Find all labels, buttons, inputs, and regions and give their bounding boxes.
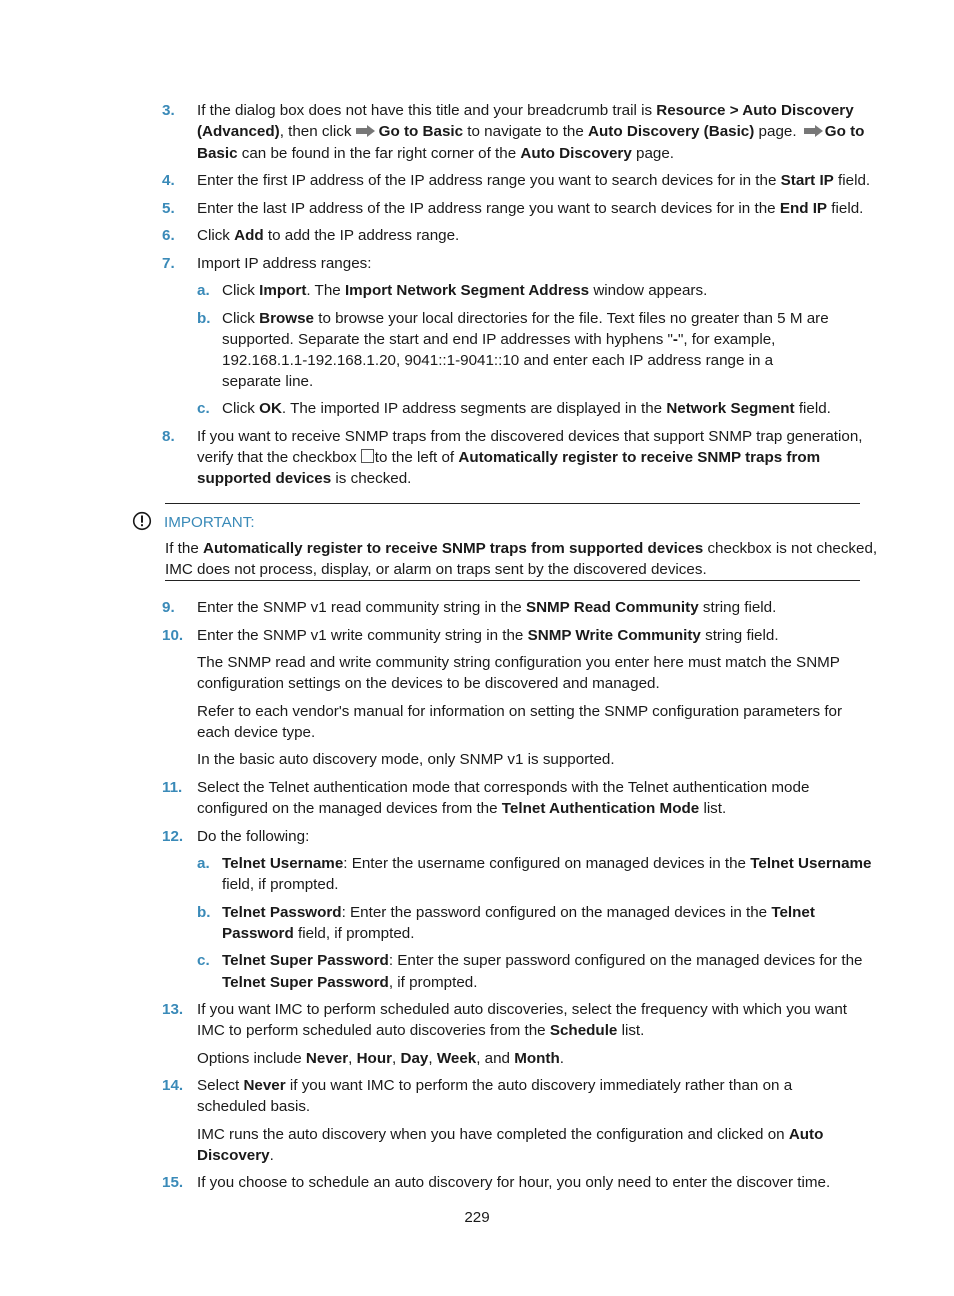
step-4 xyxy=(197,170,870,191)
field-name: Telnet Username xyxy=(750,855,872,872)
step-3-line-1 xyxy=(197,100,854,121)
substep-letter: c. xyxy=(197,952,210,969)
text: IMC runs the auto discovery when you have completed the configuration and clicked on xyxy=(197,1126,789,1143)
step-13-line-1: If you want IMC to perform scheduled auto discoveries, select the frequency with which you want xyxy=(197,1001,848,1018)
step-13-line-2 xyxy=(197,1020,644,1041)
text: string field. xyxy=(698,599,777,616)
button-name: Add xyxy=(234,227,264,244)
step-12b-line-2 xyxy=(222,923,414,944)
step-number: 13. xyxy=(162,1001,184,1018)
option-name: Week xyxy=(436,1050,477,1067)
step-number: 7. xyxy=(162,255,175,272)
step-7a xyxy=(222,280,707,301)
text: , xyxy=(428,1050,437,1067)
go-to-basic-link: Go to xyxy=(824,123,865,140)
text: Enter the first IP address of the IP address range you want to search devices for in the xyxy=(197,172,781,189)
step-14-para-line-1 xyxy=(197,1124,823,1145)
window-name: Import Network Segment Address xyxy=(344,282,590,299)
text: supported. Separate the start and end IP addresses with hyphens " xyxy=(222,331,673,348)
step-7b-line-4: separate line. xyxy=(222,373,314,390)
field-name: End IP xyxy=(779,200,828,217)
text: to the left of xyxy=(374,449,459,466)
text: Click xyxy=(222,310,260,327)
step-number: 9. xyxy=(162,599,175,616)
field-name: Telnet Password xyxy=(222,904,342,921)
step-15: If you choose to schedule an auto discovery for hour, you only need to enter the discover time. xyxy=(197,1174,831,1191)
text: checkbox is not checked, xyxy=(703,540,878,557)
text: field. xyxy=(833,172,871,189)
text: to navigate to the xyxy=(463,123,589,140)
page-number: 229 xyxy=(464,1209,490,1226)
arrow-right-icon xyxy=(356,125,375,137)
step-number: 12. xyxy=(162,828,184,845)
text: , and xyxy=(476,1050,515,1067)
step-11-line-2 xyxy=(197,798,726,819)
step-7b-line-1 xyxy=(222,308,829,329)
option-name: Hour xyxy=(356,1050,393,1067)
text: , if prompted. xyxy=(388,974,478,991)
option-name: Day xyxy=(400,1050,429,1067)
step-3-line-2 xyxy=(197,121,864,142)
exclamation-circle-icon xyxy=(132,511,152,531)
text: string field. xyxy=(700,627,779,644)
option-name: supported devices xyxy=(197,470,332,487)
field-name: Telnet Super Password xyxy=(222,952,389,969)
step-10-para-1-line-2: configuration settings on the devices to be discovered and managed. xyxy=(197,675,660,692)
substep-letter: b. xyxy=(197,904,211,921)
field-name: Password xyxy=(222,925,294,942)
substep-letter: c. xyxy=(197,400,210,417)
option-name: Month xyxy=(514,1050,560,1067)
text: window appears. xyxy=(589,282,708,299)
divider-bottom xyxy=(165,580,860,581)
field-name: SNMP Write Community xyxy=(527,627,701,644)
text: Click xyxy=(197,227,235,244)
text: Import IP address ranges: xyxy=(197,255,372,272)
button-name: Import xyxy=(259,282,307,299)
step-14-para-line-2 xyxy=(197,1145,274,1166)
text: . xyxy=(269,1147,274,1164)
button-name: Browse xyxy=(259,310,314,327)
field-name: Telnet Username xyxy=(222,855,344,872)
text: field, if prompted. xyxy=(293,925,415,942)
important-label: IMPORTANT: xyxy=(164,514,255,531)
text: IMC to perform scheduled auto discoveries from the xyxy=(197,1022,550,1039)
text: verify that the checkbox xyxy=(197,449,361,466)
text: Enter the SNMP v1 write community string in the xyxy=(197,627,528,644)
step-14-line-2: scheduled basis. xyxy=(197,1098,311,1115)
text: , xyxy=(392,1050,401,1067)
step-3-line-3 xyxy=(197,143,674,164)
text: to add the IP address range. xyxy=(263,227,460,244)
step-number: 8. xyxy=(162,428,175,445)
step-7 xyxy=(197,253,371,274)
step-number: 3. xyxy=(162,102,175,119)
step-8-line-1: If you want to receive SNMP traps from the discovered devices that support SNMP trap generation, xyxy=(197,428,863,445)
page-name: Auto Discovery (Basic) xyxy=(588,123,755,140)
text: field. xyxy=(794,400,831,417)
text: , xyxy=(348,1050,357,1067)
step-10-para-2-line-1: Refer to each vendor's manual for information on setting the SNMP configuration parameters for xyxy=(197,703,843,720)
text: . xyxy=(559,1050,564,1067)
go-to-basic-link: Go to Basic xyxy=(378,123,464,140)
step-number: 14. xyxy=(162,1077,184,1094)
step-10-para-2-line-2: each device type. xyxy=(197,724,316,741)
text: Click xyxy=(222,282,260,299)
important-line-2: IMC does not process, display, or alarm on traps sent by the discovered devices. xyxy=(165,561,707,578)
list-name: Schedule xyxy=(549,1022,618,1039)
text: : Enter the username configured on managed devices in the xyxy=(343,855,751,872)
text: , then click xyxy=(279,123,356,140)
step-7b-line-3: 192.168.1.1-192.168.1.20, 9041::1-9041::10 and enter each IP address range in a xyxy=(222,352,774,369)
step-8-line-2 xyxy=(197,447,820,468)
field-name: SNMP Read Community xyxy=(525,599,699,616)
step-11-line-1: Select the Telnet authentication mode that corresponds with the Telnet authentication mode xyxy=(197,779,810,796)
checkbox-icon xyxy=(361,449,374,463)
text: Select xyxy=(197,1077,244,1094)
text: list. xyxy=(617,1022,645,1039)
substep-letter: b. xyxy=(197,310,211,327)
text: list. xyxy=(699,800,727,817)
step-6 xyxy=(197,225,459,246)
step-10-para-3: In the basic auto discovery mode, only SNMP v1 is supported. xyxy=(197,751,615,768)
option-name: Never xyxy=(305,1050,349,1067)
text: ", for example, xyxy=(677,331,776,348)
text: . The imported IP address segments are displayed in the xyxy=(281,400,667,417)
list-name: Telnet Authentication Mode xyxy=(501,800,700,817)
page-name: Auto Discovery xyxy=(520,145,632,162)
text: if you want IMC to perform the auto discovery immediately rather than on a xyxy=(285,1077,793,1094)
text: configured on the managed devices from the xyxy=(197,800,502,817)
step-number: 4. xyxy=(162,172,175,189)
text: page. xyxy=(754,123,801,140)
step-12c-line-1 xyxy=(222,950,862,971)
substep-letter: a. xyxy=(197,282,210,299)
hyphen: - xyxy=(672,331,678,348)
text: page. xyxy=(631,145,675,162)
divider-top xyxy=(165,503,860,504)
important-line-1 xyxy=(165,538,877,559)
step-12b-line-1 xyxy=(222,902,815,923)
step-14-line-1 xyxy=(197,1075,792,1096)
substep-letter: a. xyxy=(197,855,210,872)
text: If the xyxy=(165,540,203,557)
text: to browse your local directories for the file. Text files no greater than 5 M are xyxy=(314,310,829,327)
step-number: 15. xyxy=(162,1174,184,1191)
option-name: Automatically register to receive SNMP traps from xyxy=(458,449,821,466)
text: Options include xyxy=(197,1050,306,1067)
text: . The xyxy=(306,282,345,299)
text: Enter the SNMP v1 read community string in the xyxy=(197,599,526,616)
field-name: Telnet Super Password xyxy=(222,974,389,991)
text: : Enter the super password configured on the managed devices for the xyxy=(388,952,863,969)
text: If the dialog box does not have this title and your breadcrumb trail is xyxy=(197,102,657,119)
step-7c xyxy=(222,398,831,419)
step-12a-line-1 xyxy=(222,853,871,874)
step-number: 11. xyxy=(162,779,183,796)
step-8-line-3 xyxy=(197,468,411,489)
step-13-options xyxy=(197,1048,564,1069)
step-10-para-1-line-1: The SNMP read and write community string configuration you enter here must match the SNMP xyxy=(197,654,840,671)
text: Click xyxy=(222,400,260,417)
step-12: Do the following: xyxy=(197,828,310,845)
step-number: 6. xyxy=(162,227,175,244)
ui-path: Resource > Auto Discovery xyxy=(656,102,854,119)
text: field. xyxy=(827,200,864,217)
text-bold: Basic xyxy=(197,145,238,162)
step-5 xyxy=(197,198,863,219)
step-number: 5. xyxy=(162,200,175,217)
step-9 xyxy=(197,597,776,618)
field-name: Telnet xyxy=(771,904,815,921)
step-number: 10. xyxy=(162,627,184,644)
button-name: Auto xyxy=(788,1126,824,1143)
button-name: Discovery xyxy=(197,1147,270,1164)
text: is checked. xyxy=(331,470,412,487)
option-name: Automatically register to receive SNMP traps from supported devices xyxy=(203,540,704,557)
text: Enter the last IP address of the IP address range you want to search devices for in the xyxy=(197,200,780,217)
step-10 xyxy=(197,625,779,646)
button-name: OK xyxy=(259,400,282,417)
ui-path: (Advanced) xyxy=(197,123,280,140)
step-12c-line-2 xyxy=(222,972,477,993)
text: : Enter the password configured on the managed devices in the xyxy=(341,904,772,921)
text: can be found in the far right corner of the xyxy=(237,145,521,162)
step-7b-line-2 xyxy=(222,329,775,350)
field-name: Network Segment xyxy=(666,400,795,417)
arrow-right-icon xyxy=(804,125,823,137)
field-name: Start IP xyxy=(780,172,834,189)
step-12a-line-2: field, if prompted. xyxy=(222,876,339,893)
option-name: Never xyxy=(243,1077,286,1094)
